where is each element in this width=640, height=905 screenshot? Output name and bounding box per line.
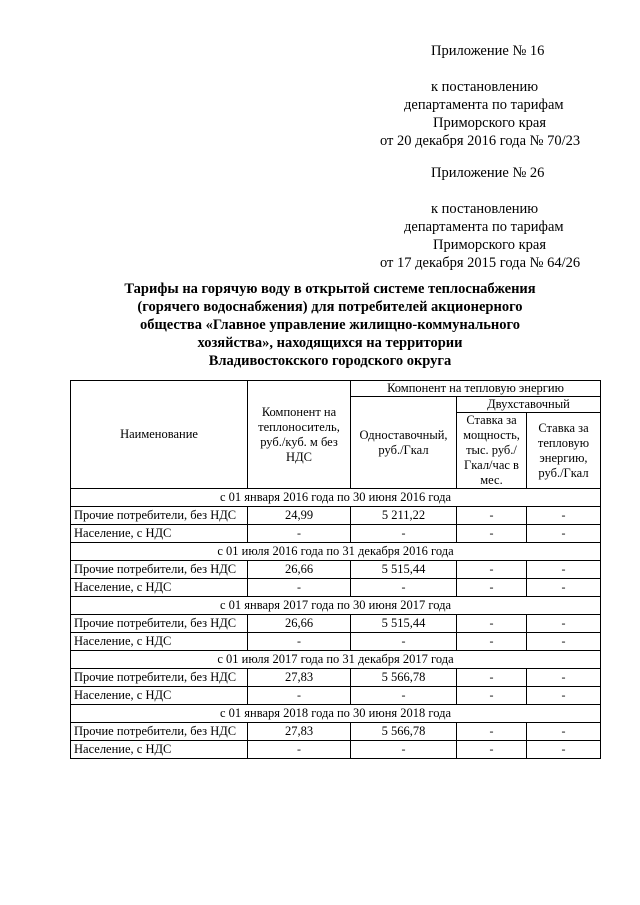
table-row bbox=[71, 561, 601, 579]
row-energy-rate: - bbox=[527, 669, 601, 687]
header-energy-component: Компонент на тепловую энергию bbox=[351, 381, 601, 397]
row-energy-rate: - bbox=[527, 507, 601, 525]
row-carrier: 27,83 bbox=[248, 669, 351, 687]
row-carrier: 27,83 bbox=[248, 723, 351, 741]
appendix-26-line-2: департамента по тарифам bbox=[404, 219, 564, 235]
row-carrier: - bbox=[248, 741, 351, 759]
header-name: Наименование bbox=[71, 381, 248, 489]
row-name: Население, с НДС bbox=[71, 741, 248, 759]
row-energy-rate: - bbox=[527, 525, 601, 543]
row-capacity-rate: - bbox=[457, 525, 527, 543]
table-row bbox=[71, 687, 601, 705]
table-row bbox=[71, 633, 601, 651]
row-name: Прочие потребители, без НДС bbox=[71, 507, 248, 525]
row-single-rate: 5 566,78 bbox=[351, 723, 457, 741]
row-energy-rate: - bbox=[527, 687, 601, 705]
row-carrier: 26,66 bbox=[248, 615, 351, 633]
row-energy-rate: - bbox=[527, 561, 601, 579]
row-energy-rate: - bbox=[527, 741, 601, 759]
header-two-part-rate: Двухставочный bbox=[457, 397, 601, 413]
row-name: Население, с НДС bbox=[71, 525, 248, 543]
row-capacity-rate: - bbox=[457, 669, 527, 687]
period-label: с 01 января 2017 года по 30 июня 2017 года bbox=[71, 597, 601, 615]
header-energy-rate: Ставка за тепловую энергию, руб./Гкал bbox=[527, 413, 601, 489]
period-label: с 01 января 2016 года по 30 июня 2016 года bbox=[71, 489, 601, 507]
period-label: с 01 июля 2016 года по 31 декабря 2016 года bbox=[71, 543, 601, 561]
row-name: Прочие потребители, без НДС bbox=[71, 615, 248, 633]
row-name: Население, с НДС bbox=[71, 579, 248, 597]
row-energy-rate: - bbox=[527, 723, 601, 741]
row-capacity-rate: - bbox=[457, 561, 527, 579]
appendix-26-line-4: от 17 декабря 2015 года № 64/26 bbox=[380, 255, 581, 271]
row-carrier: - bbox=[248, 633, 351, 651]
appendix-26-line-3: Приморского края bbox=[433, 237, 547, 253]
title-line-1: Тарифы на горячую воду в открытой системе теплоснабжения bbox=[124, 281, 536, 297]
row-carrier: - bbox=[248, 687, 351, 705]
row-energy-rate: - bbox=[527, 615, 601, 633]
row-single-rate: - bbox=[351, 687, 457, 705]
period-label: с 01 июля 2017 года по 31 декабря 2017 года bbox=[71, 651, 601, 669]
row-capacity-rate: - bbox=[457, 723, 527, 741]
row-name: Прочие потребители, без НДС bbox=[71, 561, 248, 579]
row-capacity-rate: - bbox=[457, 741, 527, 759]
row-energy-rate: - bbox=[527, 579, 601, 597]
table-row bbox=[71, 615, 601, 633]
appendix-26-title: Приложение № 26 bbox=[431, 165, 545, 181]
row-carrier: - bbox=[248, 579, 351, 597]
document-title bbox=[70, 280, 590, 370]
row-single-rate: 5 566,78 bbox=[351, 669, 457, 687]
row-capacity-rate: - bbox=[457, 615, 527, 633]
appendix-16-title: Приложение № 16 bbox=[431, 43, 545, 59]
appendix-26-line-1: к постановлению bbox=[431, 201, 539, 217]
row-energy-rate: - bbox=[527, 633, 601, 651]
row-single-rate: 5 515,44 bbox=[351, 561, 457, 579]
appendix-16-line-1: к постановлению bbox=[431, 79, 539, 95]
period-label: с 01 января 2018 года по 30 июня 2018 года bbox=[71, 705, 601, 723]
row-single-rate: - bbox=[351, 633, 457, 651]
table-row bbox=[71, 525, 601, 543]
row-capacity-rate: - bbox=[457, 579, 527, 597]
header-carrier-component: Компонент на теплоноситель, руб./куб. м без НДС bbox=[248, 381, 351, 489]
appendix-16-line-3: Приморского края bbox=[433, 115, 547, 131]
row-name: Население, с НДС bbox=[71, 633, 248, 651]
row-capacity-rate: - bbox=[457, 687, 527, 705]
table-row bbox=[71, 507, 601, 525]
row-carrier: 26,66 bbox=[248, 561, 351, 579]
row-carrier: 24,99 bbox=[248, 507, 351, 525]
row-carrier: - bbox=[248, 525, 351, 543]
tariff-table bbox=[70, 380, 601, 759]
row-capacity-rate: - bbox=[457, 633, 527, 651]
row-name: Прочие потребители, без НДС bbox=[71, 723, 248, 741]
row-single-rate: - bbox=[351, 579, 457, 597]
header-single-rate: Одноставочный, руб./Гкал bbox=[351, 397, 457, 489]
row-name: Прочие потребители, без НДС bbox=[71, 669, 248, 687]
row-capacity-rate: - bbox=[457, 507, 527, 525]
row-single-rate: 5 211,22 bbox=[351, 507, 457, 525]
header-capacity-rate: Ставка за мощность, тыс. руб./Гкал/час в мес. bbox=[457, 413, 527, 489]
title-line-5: Владивостокского городского округа bbox=[208, 353, 452, 369]
table-row bbox=[71, 579, 601, 597]
title-line-3: общества «Главное управление жилищно-коммунального bbox=[139, 317, 521, 333]
appendix-16-line-2: департамента по тарифам bbox=[404, 97, 564, 113]
row-single-rate: 5 515,44 bbox=[351, 615, 457, 633]
appendix-16-line-4: от 20 декабря 2016 года № 70/23 bbox=[380, 133, 581, 149]
row-single-rate: - bbox=[351, 525, 457, 543]
table-row bbox=[71, 669, 601, 687]
title-line-2: (горячего водоснабжения) для потребителей акционерного bbox=[137, 299, 523, 315]
row-name: Население, с НДС bbox=[71, 687, 248, 705]
table-row bbox=[71, 741, 601, 759]
row-single-rate: - bbox=[351, 741, 457, 759]
table-row bbox=[71, 723, 601, 741]
title-line-4: хозяйства», находящихся на территории bbox=[197, 335, 463, 351]
